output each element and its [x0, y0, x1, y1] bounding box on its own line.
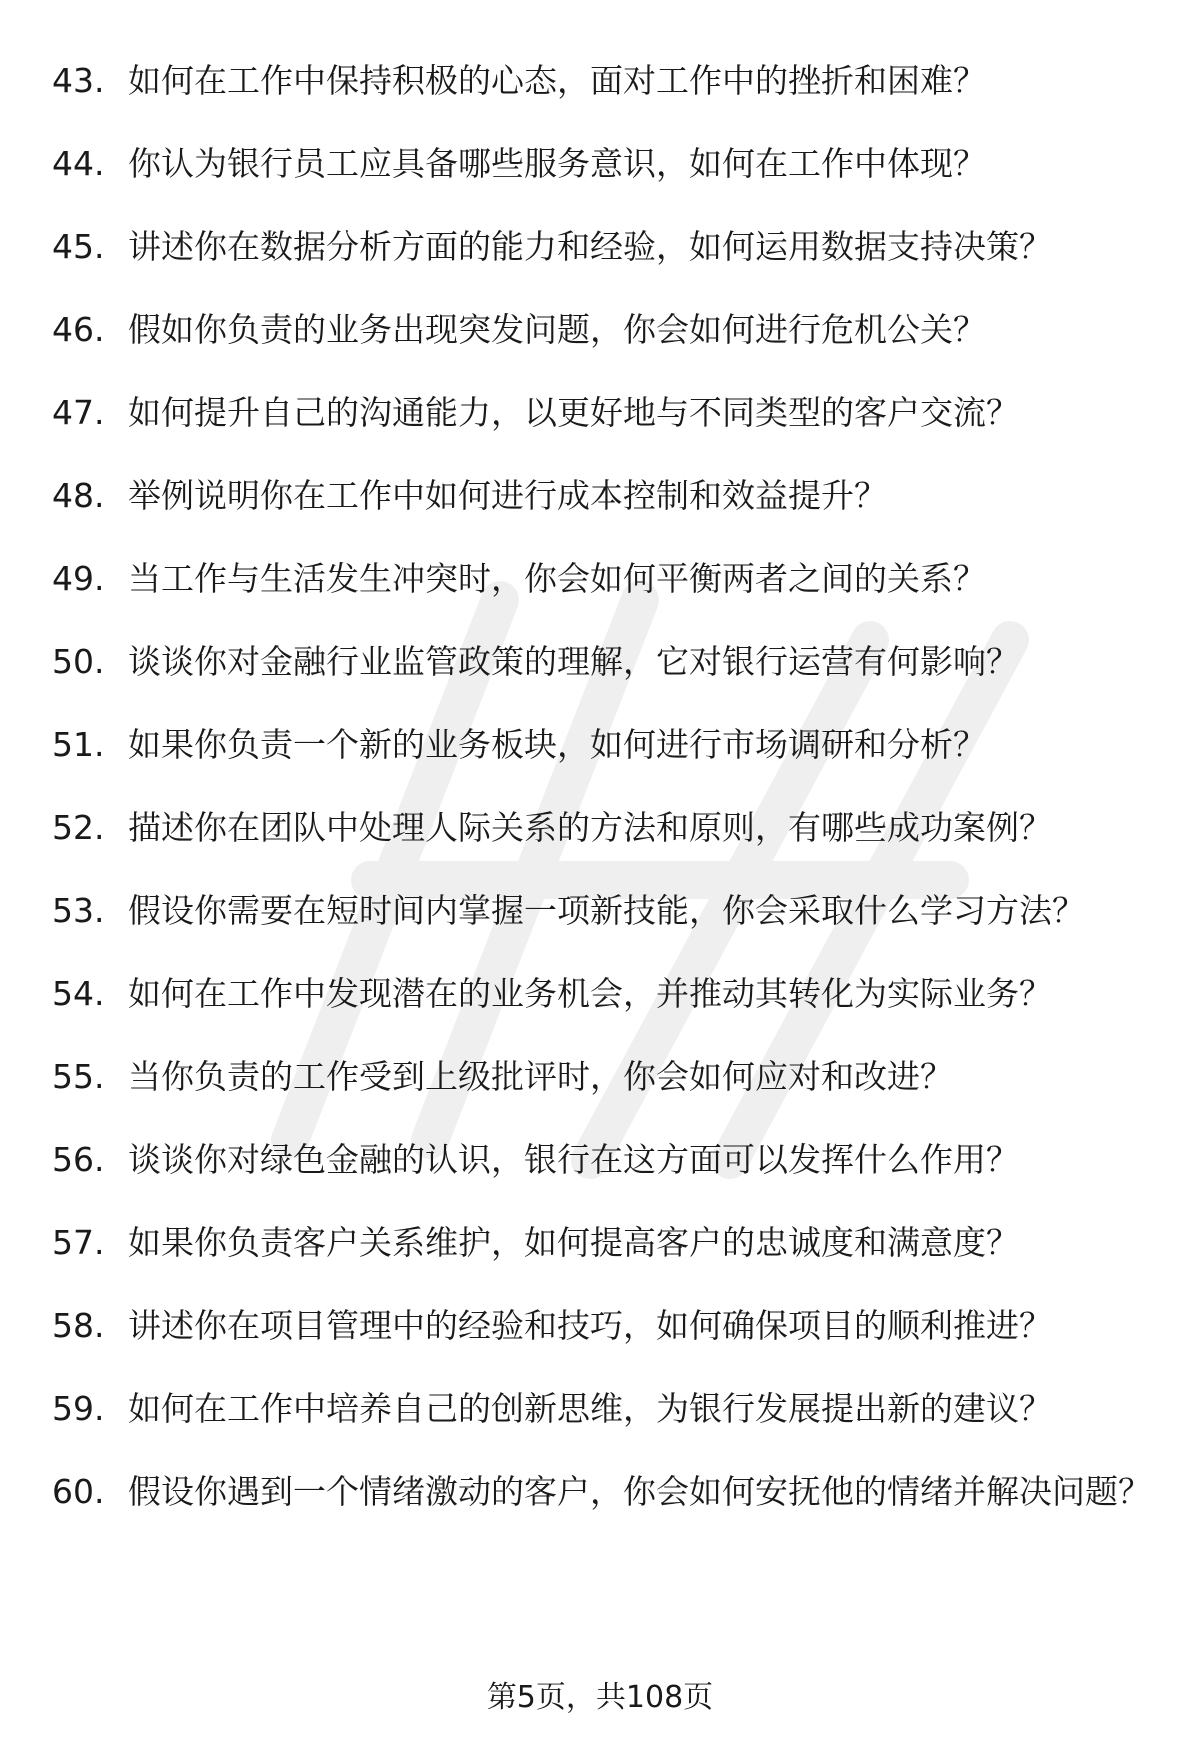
question-number: 53.: [52, 891, 105, 930]
question-item: [52, 639, 1162, 685]
question-number: 59.: [52, 1389, 105, 1428]
question-text: 描述你在团队中处理人际关系的方法和原则，有哪些成功案例？: [128, 808, 1052, 847]
question-number: 43.: [52, 61, 105, 100]
question-number: 46.: [52, 310, 105, 349]
question-item: [52, 1386, 1162, 1432]
question-text: 如何在工作中发现潜在的业务机会，并推动其转化为实际业务？: [128, 974, 1052, 1013]
question-text: 你认为银行员工应具备哪些服务意识，如何在工作中体现？: [128, 144, 986, 183]
question-text: 假设你需要在短时间内掌握一项新技能，你会采取什么学习方法？: [128, 891, 1085, 930]
question-number: 52.: [52, 808, 105, 847]
question-item: [52, 1220, 1162, 1266]
question-item: [52, 888, 1162, 934]
page-footer: 第5页，共108页: [486, 1680, 714, 1715]
question-item: [52, 390, 1162, 436]
question-item: [52, 805, 1162, 851]
question-number: 58.: [52, 1306, 105, 1345]
question-text: 如果你负责客户关系维护，如何提高客户的忠诚度和满意度？: [128, 1223, 1019, 1262]
question-number: 57.: [52, 1223, 105, 1262]
question-number: 56.: [52, 1140, 105, 1179]
question-number: 60.: [52, 1472, 105, 1511]
question-number: 55.: [52, 1057, 105, 1096]
question-item: [52, 971, 1162, 1017]
question-text: 当工作与生活发生冲突时，你会如何平衡两者之间的关系？: [128, 559, 986, 598]
question-number: 48.: [52, 476, 105, 515]
question-number: 49.: [52, 559, 105, 598]
question-text: 讲述你在数据分析方面的能力和经验，如何运用数据支持决策？: [128, 227, 1052, 266]
question-item: [52, 473, 1162, 519]
question-item: [52, 224, 1162, 270]
question-number: 47.: [52, 393, 105, 432]
question-item: [52, 307, 1162, 353]
question-item: [52, 722, 1162, 768]
question-item: [52, 58, 1162, 104]
question-number: 50.: [52, 642, 105, 681]
question-item: [52, 556, 1162, 602]
question-item: [52, 1054, 1162, 1100]
question-text: 假如你负责的业务出现突发问题，你会如何进行危机公关？: [128, 310, 986, 349]
question-number: 51.: [52, 725, 105, 764]
question-text: 如何在工作中保持积极的心态，面对工作中的挫折和困难？: [128, 61, 986, 100]
question-list: [52, 58, 1162, 1552]
question-item: [52, 1469, 1162, 1515]
question-text: 举例说明你在工作中如何进行成本控制和效益提升？: [128, 476, 887, 515]
question-item: [52, 141, 1162, 187]
question-text: 如何提升自己的沟通能力，以更好地与不同类型的客户交流？: [128, 393, 1019, 432]
question-number: 45.: [52, 227, 105, 266]
question-text: 讲述你在项目管理中的经验和技巧，如何确保项目的顺利推进？: [128, 1306, 1052, 1345]
question-text: 如果你负责一个新的业务板块，如何进行市场调研和分析？: [128, 725, 986, 764]
question-item: [52, 1137, 1162, 1183]
question-text: 谈谈你对绿色金融的认识，银行在这方面可以发挥什么作用？: [128, 1140, 1019, 1179]
question-item: [52, 1303, 1162, 1349]
question-text: 当你负责的工作受到上级批评时，你会如何应对和改进？: [128, 1057, 953, 1096]
question-text: 假设你遇到一个情绪激动的客户，你会如何安抚他的情绪并解决问题？: [128, 1472, 1151, 1511]
question-number: 44.: [52, 144, 105, 183]
question-text: 如何在工作中培养自己的创新思维，为银行发展提出新的建议？: [128, 1389, 1052, 1428]
question-text: 谈谈你对金融行业监管政策的理解，它对银行运营有何影响？: [128, 642, 1019, 681]
question-number: 54.: [52, 974, 105, 1013]
